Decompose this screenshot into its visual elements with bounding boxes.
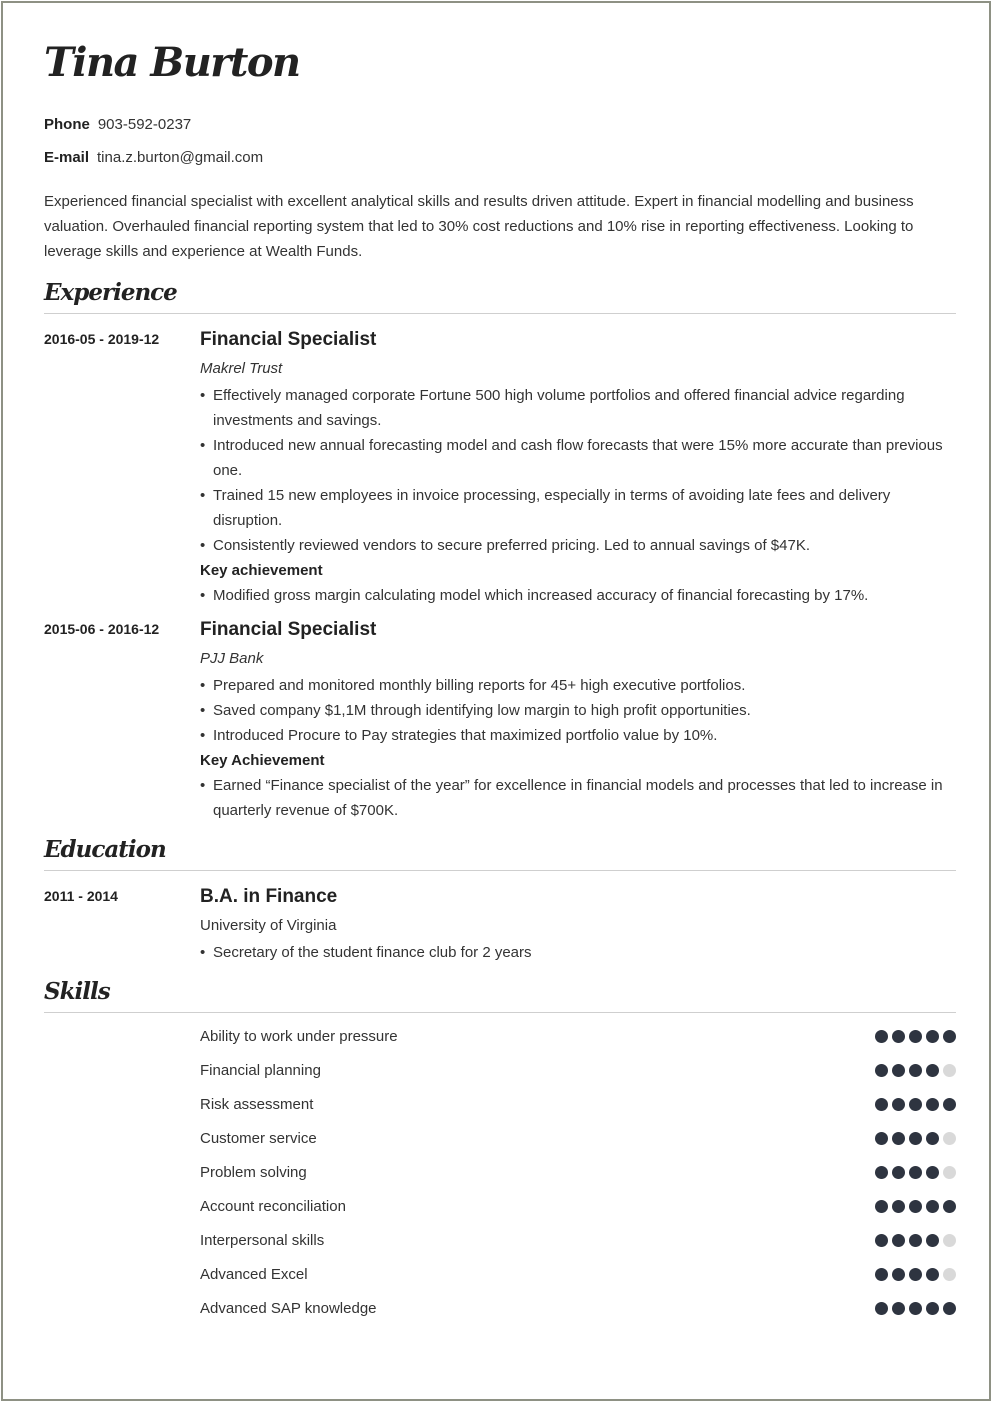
company-name: Makrel Trust	[200, 360, 283, 377]
skill-name: Advanced SAP knowledge	[200, 1300, 377, 1317]
achievement-label: Key Achievement	[200, 752, 325, 769]
profile-summary: Experienced financial specialist with excellent analytical skills and results driven attitude. Expert in financial modelling and business valuation. Overhauled financial reporting system that led to 30% cost reductions and 10% rise in reporting effectiveness. Looking to leverage skills and experience at Wealth Funds.	[44, 193, 914, 260]
rating-dot-filled	[943, 1200, 956, 1213]
rating-dot-filled	[892, 1098, 905, 1111]
entry-dates: 2015-06 - 2016-12	[44, 621, 160, 637]
rating-dot-filled	[875, 1064, 888, 1077]
rating-dot-filled	[909, 1030, 922, 1043]
list-item: • Modified gross margin calculating model which increased accuracy of financial forecasting by 17%.	[200, 583, 956, 608]
skills-divider	[44, 1012, 956, 1013]
rating-dot-filled	[909, 1302, 922, 1315]
rating-dot-filled	[875, 1030, 888, 1043]
rating-dot-empty	[943, 1268, 956, 1281]
rating-dot-filled	[875, 1098, 888, 1111]
rating-dot-filled	[926, 1268, 939, 1281]
skill-rating	[871, 1302, 956, 1316]
skill-name: Ability to work under pressure	[200, 1028, 398, 1045]
rating-dot-filled	[943, 1098, 956, 1111]
skill-name: Problem solving	[200, 1164, 307, 1181]
rating-dot-filled	[943, 1302, 956, 1315]
rating-dot-empty	[943, 1132, 956, 1145]
school-name: University of Virginia	[200, 917, 337, 934]
rating-dot-filled	[909, 1098, 922, 1111]
skill-rating	[871, 1064, 956, 1078]
rating-dot-filled	[909, 1200, 922, 1213]
rating-dot-filled	[892, 1030, 905, 1043]
phone-row	[44, 116, 191, 133]
rating-dot-filled	[892, 1166, 905, 1179]
email-row	[44, 149, 263, 166]
candidate-name: Tina Burton	[44, 39, 300, 86]
duties-list	[200, 673, 956, 748]
job-title: Financial Specialist	[200, 329, 377, 350]
skill-rating	[871, 1268, 956, 1282]
rating-dot-filled	[909, 1132, 922, 1145]
entry-dates: 2011 - 2014	[44, 888, 118, 904]
company-name: PJJ Bank	[200, 650, 264, 667]
skill-row	[200, 1061, 956, 1081]
entry-body	[200, 886, 956, 965]
entry-body	[200, 329, 956, 608]
rating-dot-filled	[875, 1302, 888, 1315]
skill-row	[200, 1231, 956, 1251]
duties-list	[200, 383, 956, 558]
email-value: tina.z.burton@gmail.com	[97, 149, 264, 166]
rating-dot-filled	[926, 1302, 939, 1315]
rating-dot-filled	[892, 1064, 905, 1077]
email-label: E-mail	[44, 149, 90, 166]
list-item: • Introduced Procure to Pay strategies that maximized portfolio value by 10%.	[200, 723, 956, 748]
education-heading: Education	[44, 836, 166, 863]
skill-row	[200, 1299, 956, 1319]
rating-dot-filled	[875, 1200, 888, 1213]
skills-heading: Skills	[44, 978, 110, 1005]
rating-dot-filled	[926, 1064, 939, 1077]
achievements-list	[200, 583, 956, 608]
skill-name: Advanced Excel	[200, 1266, 308, 1283]
experience-heading: Experience	[44, 279, 177, 306]
phone-label: Phone	[44, 116, 90, 133]
achievement-label: Key achievement	[200, 562, 323, 579]
skill-name: Account reconciliation	[200, 1198, 346, 1215]
rating-dot-empty	[943, 1234, 956, 1247]
skill-name: Risk assessment	[200, 1096, 314, 1113]
skill-rating	[871, 1234, 956, 1248]
list-item: • Prepared and monitored monthly billing reports for 45+ high executive portfolios.	[200, 673, 956, 698]
achievements-list	[200, 773, 956, 823]
list-item: • Saved company $1,1M through identifying low margin to high profit opportunities.	[200, 698, 956, 723]
education-divider	[44, 870, 956, 871]
rating-dot-filled	[926, 1098, 939, 1111]
entry-dates: 2016-05 - 2019-12	[44, 331, 160, 347]
entry-body	[200, 619, 956, 823]
resume-page	[1, 1, 991, 1401]
rating-dot-filled	[909, 1064, 922, 1077]
rating-dot-filled	[909, 1234, 922, 1247]
skill-rating	[871, 1200, 956, 1214]
rating-dot-filled	[892, 1200, 905, 1213]
skill-row	[200, 1265, 956, 1285]
list-item: • Consistently reviewed vendors to secure preferred pricing. Led to annual savings of $47K.	[200, 533, 956, 558]
rating-dot-filled	[943, 1030, 956, 1043]
rating-dot-filled	[926, 1200, 939, 1213]
skill-name: Interpersonal skills	[200, 1232, 325, 1249]
rating-dot-filled	[875, 1234, 888, 1247]
rating-dot-filled	[892, 1234, 905, 1247]
education-list	[200, 940, 956, 965]
degree-title: B.A. in Finance	[200, 886, 338, 907]
rating-dot-filled	[892, 1132, 905, 1145]
list-item: • Effectively managed corporate Fortune 500 high volume portfolios and offered financial advice regarding investments and savings.	[200, 383, 956, 433]
list-item: • Trained 15 new employees in invoice processing, especially in terms of avoiding late fees and delivery disruption.	[200, 483, 956, 533]
rating-dot-filled	[909, 1166, 922, 1179]
rating-dot-filled	[892, 1268, 905, 1281]
rating-dot-filled	[926, 1166, 939, 1179]
rating-dot-filled	[875, 1268, 888, 1281]
skill-row	[200, 1163, 956, 1183]
skill-row	[200, 1197, 956, 1217]
rating-dot-filled	[909, 1268, 922, 1281]
skill-row	[200, 1095, 956, 1115]
rating-dot-filled	[926, 1030, 939, 1043]
skill-rating	[871, 1030, 956, 1044]
skill-name: Financial planning	[200, 1062, 321, 1079]
skill-rating	[871, 1098, 956, 1112]
rating-dot-empty	[943, 1166, 956, 1179]
skill-rating	[871, 1132, 956, 1146]
experience-divider	[44, 313, 956, 314]
list-item: • Introduced new annual forecasting model and cash flow forecasts that were 15% more accurate than previous one.	[200, 433, 956, 483]
list-item: • Earned “Finance specialist of the year” for excellence in financial models and processes that led to increase in quarterly revenue of $700K.	[200, 773, 956, 823]
rating-dot-filled	[926, 1234, 939, 1247]
rating-dot-filled	[875, 1166, 888, 1179]
skill-row	[200, 1027, 956, 1047]
skill-name: Customer service	[200, 1130, 317, 1147]
phone-value: 903-592-0237	[97, 116, 192, 133]
list-item: • Secretary of the student finance club for 2 years	[200, 940, 956, 965]
rating-dot-filled	[926, 1132, 939, 1145]
skill-row	[200, 1129, 956, 1149]
rating-dot-filled	[892, 1302, 905, 1315]
rating-dot-filled	[875, 1132, 888, 1145]
skill-rating	[871, 1166, 956, 1180]
job-title: Financial Specialist	[200, 619, 377, 640]
rating-dot-empty	[943, 1064, 956, 1077]
